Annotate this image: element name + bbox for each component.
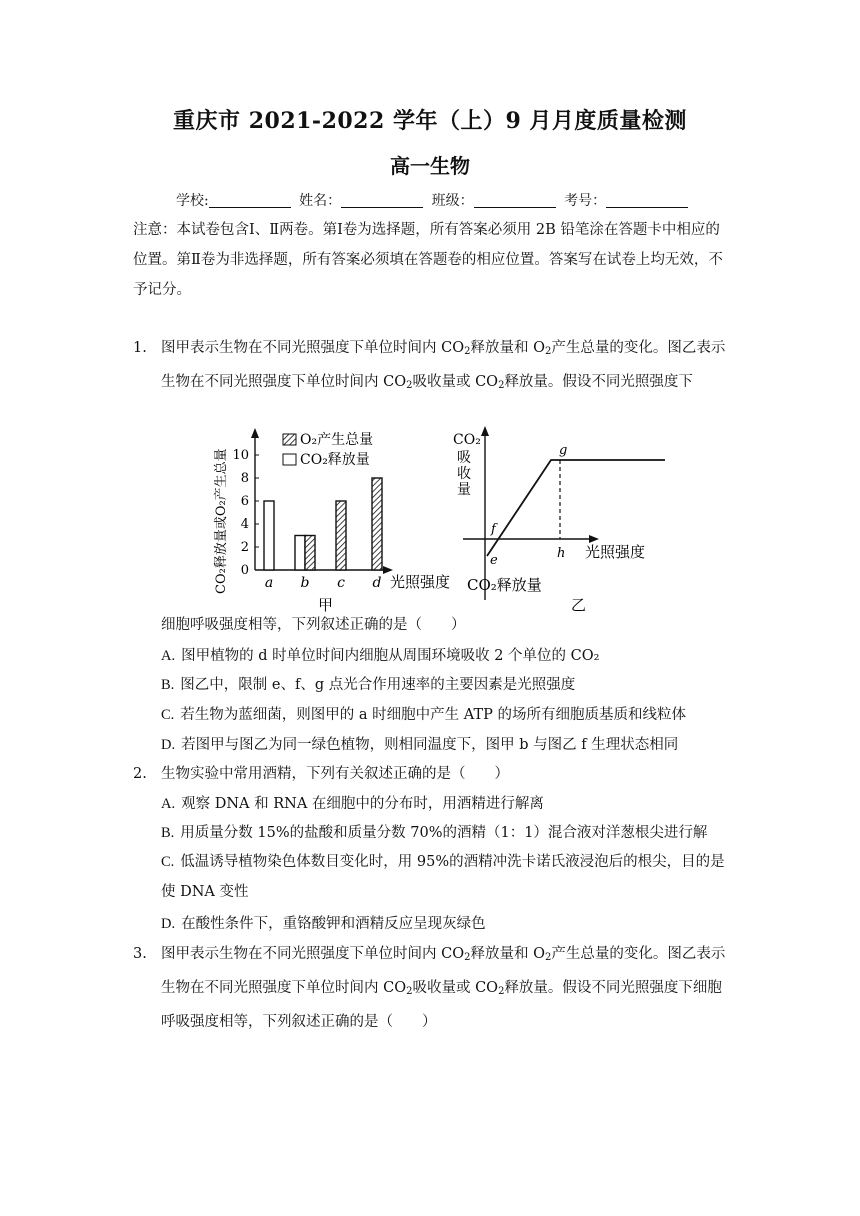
y-label-line: 量 [457, 482, 471, 498]
y-tick-label: 4 [240, 517, 249, 532]
point-label-g: g [559, 443, 568, 458]
y-tick-label: 2 [240, 540, 249, 555]
q2-option-d[interactable]: D. 在酸性条件下，重铬酸钾和酒精反应呈现灰绿色 [161, 916, 486, 932]
bar-o2-c [336, 501, 346, 570]
legend-swatch-co2 [283, 454, 296, 465]
q1-option-a[interactable]: A. 图甲植物的 d 时单位时间内细胞从周围环境吸收 2 个单位的 CO₂ [161, 648, 600, 664]
y-label-line: 吸 [457, 450, 471, 466]
q2-option-a[interactable]: A. 观察 DNA 和 RNA 在细胞中的分布时，用酒精进行解离 [161, 796, 544, 812]
y-tick-label: 0 [240, 563, 249, 578]
below-axis-label: CO₂释放量 [467, 576, 542, 594]
question-3 [133, 939, 733, 1037]
exam-no-label: 考号： [564, 193, 607, 209]
chart-caption: 甲 [318, 596, 334, 614]
question-stem: 生物实验中常用酒精，下列有关叙述正确的是（ ） [161, 766, 509, 782]
bar-o2-b [305, 536, 315, 571]
legend-swatch-o2 [283, 434, 296, 445]
x-axis-arrow [589, 535, 599, 543]
x-category-label: b [300, 575, 310, 591]
y-label-line: CO₂ [453, 432, 481, 448]
class-label: 班级： [431, 193, 474, 209]
point-label-f: f [491, 522, 496, 537]
question-1 [133, 333, 733, 401]
chart-yi [453, 426, 665, 614]
notice-text: 注意：本试卷包含Ⅰ、Ⅱ两卷。第Ⅰ卷为选择题，所有答案必须用 2B 铅笔涂在答题卡中相应的位置。第Ⅱ卷为非选择题，所有答案必须填在答题卷的相应位置。答案写在试卷上均无效，不予记分。 [133, 222, 723, 298]
school-label: 学校: [176, 193, 209, 209]
x-category-label: d [372, 575, 382, 591]
question-number: 3. [133, 946, 147, 962]
question-stem: 图甲表示生物在不同光照强度下单位时间内 $CO_2$释放量和 $O_2$产生总量的变化。图乙表示生物在不同光照强度下单位时间内 $CO_2$吸收量或 $CO_2$释放量。假设不同光照强度下 [161, 340, 726, 391]
name-label: 姓名： [299, 193, 342, 209]
exam-no-field[interactable] [606, 193, 688, 208]
chart-caption: 乙 [571, 596, 587, 614]
bar-co2-b [295, 536, 305, 571]
q1-option-c[interactable]: C. 若生物为蓝细菌，则图甲的 a 时细胞中产生 ATP 的场所有细胞质基质和线粒体 [161, 707, 686, 723]
x-category-label: c [337, 575, 345, 591]
school-field[interactable] [209, 193, 291, 208]
page-title: 重庆市 2021-2022 学年（上）9 月月度质量检测 [173, 108, 687, 134]
y-tick-label: 10 [232, 448, 249, 463]
chart-jia [213, 428, 450, 614]
q1-option-d[interactable]: D. 若图甲与图乙为同一绿色植物，则相同温度下，图甲 b 与图乙 f 生理状态相同 [161, 737, 679, 753]
x-category-label: a [264, 575, 274, 591]
bar-o2-d [372, 478, 382, 570]
x-axis-label: 光照强度 [585, 543, 646, 561]
point-label-h: h [557, 546, 566, 561]
bar-co2-a [264, 501, 274, 570]
legend-co2: CO₂释放量 [300, 452, 370, 468]
student-info-line [176, 190, 692, 210]
q1-option-b[interactable]: B. 图乙中，限制 e、f、g 点光合作用速率的主要因素是光照强度 [161, 677, 576, 693]
question-1-stem-cont: 细胞呼吸强度相等，下列叙述正确的是（ ） [161, 617, 466, 633]
page-subtitle: 高一生物 [390, 154, 470, 178]
y-tick-label: 6 [240, 494, 249, 509]
y-axis-arrow [251, 428, 259, 438]
curve-line [487, 460, 665, 556]
legend-o2: O₂产生总量 [300, 432, 374, 448]
y-axis-label: CO₂释放量或O₂产生总量 [214, 448, 229, 594]
q2-option-c[interactable]: C. 低温诱导植物染色体数目变化时，用 95%的酒精冲洗卡诺氏液浸泡后的根尖，目的是使 DNA 变性 [161, 854, 725, 900]
question-number: 1. [133, 340, 147, 356]
y-axis-arrow [481, 426, 489, 436]
question-number: 2. [133, 766, 147, 782]
figure-charts [195, 420, 685, 620]
y-label-line: 收 [457, 466, 471, 482]
question-stem: 图甲表示生物在不同光照强度下单位时间内 $CO_2$释放量和 $O_2$产生总量的变化。图乙表示生物在不同光照强度下单位时间内 $CO_2$吸收量或 $CO_2$释放量。假设不同光照强度下细胞呼吸强度相等，下列叙述正确的是（ ） [161, 946, 726, 1030]
class-field[interactable] [474, 193, 556, 208]
y-tick-label: 8 [240, 471, 249, 486]
q2-option-b[interactable]: B. 用质量分数 15%的盐酸和质量分数 70%的酒精（1：1）混合液对洋葱根尖进行解 [161, 825, 708, 841]
question-2 [133, 759, 733, 789]
name-field[interactable] [341, 193, 423, 208]
point-label-e: e [490, 553, 498, 568]
x-axis-label: 光照强度 [390, 573, 451, 591]
